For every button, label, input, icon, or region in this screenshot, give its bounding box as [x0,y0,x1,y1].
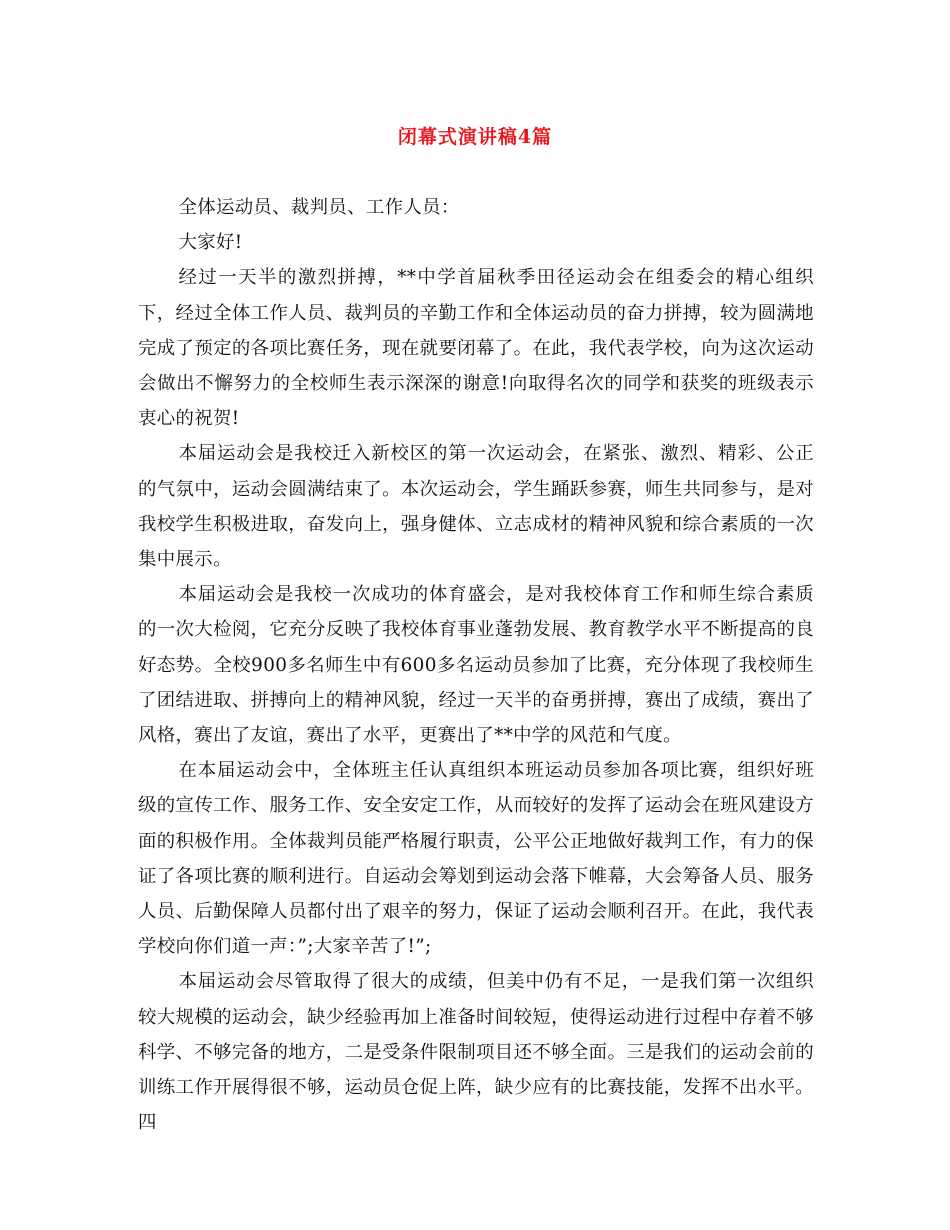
document-body [138,190,814,1140]
paragraph: 本届运动会是我校迁入新校区的第一次运动会，在紧张、激烈、精彩、公正的气氛中，运动会圆满结束了。本次运动会，学生踊跃参赛，师生共同参与，是对我校学生积极进取，奋发向上，强身健体、立志成材的精神风貌和综合素质的一次集中展示。 [138,443,814,571]
document-title: 闭幕式演讲稿4篇 [397,126,553,148]
paragraph: 经过一天半的激烈拼搏，**中学首届秋季田径运动会在组委会的精心组织下，经过全体工作人员、裁判员的辛勤工作和全体运动员的奋力拼搏，较为圆满地完成了预定的各项比赛任务，现在就要闭幕了。在此，我代表学校，向为这次运动会做出不懈努力的全校师生表示深深的谢意!向取得名次的同学和获奖的班级表示衷心的祝贺! [138,267,814,430]
salutation: 全体运动员、裁判员、工作人员： [178,197,460,218]
paragraph: 在本届运动会中，全体班主任认真组织本班运动员参加各项比赛，组织好班级的宣传工作、服务工作、安全安定工作，从而较好的发挥了运动会在班风建设方面的积极作用。全体裁判员能严格履行职责，公平公正地做好裁判工作，有力的保证了各项比赛的顺利进行。自运动会筹划到运动会落下帷幕，大会筹备人员、服务人员、后勤保障人员都付出了艰辛的努力，保证了运动会顺利召开。在此，我代表学校向你们道一声：”;大家辛苦了!”; [138,760,814,958]
paragraph: 本届运动会是我校一次成功的体育盛会，是对我校体育工作和师生综合素质的一次大检阅，它充分反映了我校体育事业蓬勃发展、教育教学水平不断提高的良好态势。全校900多名师生中有600多名运动员参加了比赛，充分体现了我校师生了团结进取、拼搏向上的精神风貌，经过一天半的奋勇拼搏，赛出了成绩，赛出了风格，赛出了友谊，赛出了水平，更赛出了**中学的风范和气度。 [138,584,814,747]
greeting: 大家好! [178,232,243,254]
paragraph: 本届运动会尽管取得了很大的成绩，但美中仍有不足，一是我们第一次组织较大规模的运动会，缺少经验再加上准备时间较短，使得运动进行过程中存着不够科学、不够完备的地方，二是受条件限制项目还不够全面。三是我们的运动会前的训练工作开展得很不够，运动员仓促上阵，缺少应有的比赛技能，发挥不出水平。四 [138,971,814,1134]
